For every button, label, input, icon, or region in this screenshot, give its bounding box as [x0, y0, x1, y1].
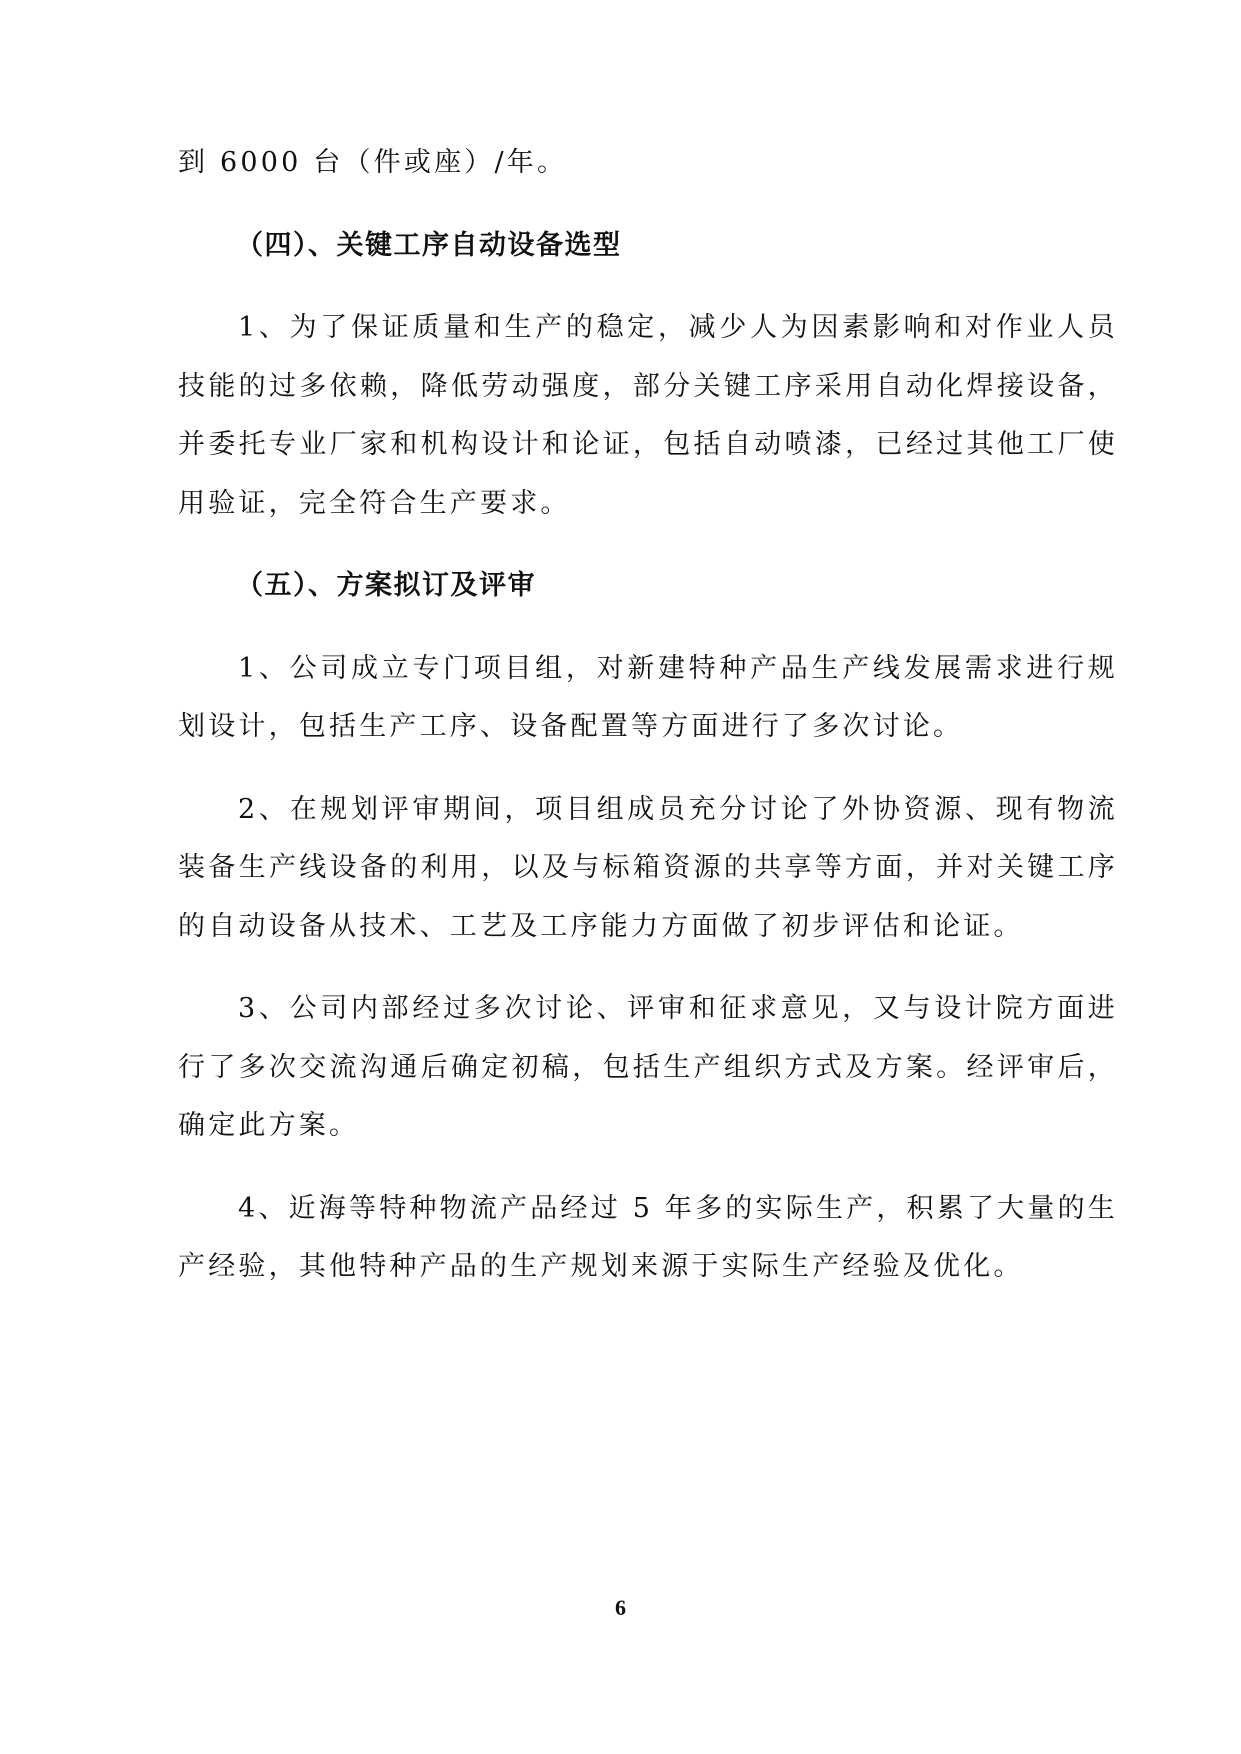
- paragraph-4-1: 1、为了保证质量和生产的稳定，减少人为因素影响和对作业人员技能的过多依赖，降低劳动强度，部分关键工序采用自动化焊接设备，并委托专业厂家和机构设计和论证，包括自动喷漆，已经过其他工厂使用验证，完全符合生产要求。: [178, 312, 1118, 519]
- paragraph-5-1: 1、公司成立专门项目组，对新建特种产品生产线发展需求进行规划设计，包括生产工序、设备配置等方面进行了多次讨论。: [178, 652, 1118, 742]
- page-number: 6: [615, 1595, 626, 1620]
- document-body: [178, 134, 1118, 1321]
- paragraph-5-3: 3、公司内部经过多次讨论、评审和征求意见，又与设计院方面进行了多次交流沟通后确定初稿，包括生产组织方式及方案。经评审后，确定此方案。: [178, 993, 1118, 1141]
- paragraph-5-2: 2、在规划评审期间，项目组成员充分讨论了外协资源、现有物流装备生产线设备的利用，以及与标箱资源的共享等方面，并对关键工序的自动设备从技术、工艺及工序能力方面做了初步评估和论证。: [178, 793, 1118, 942]
- paragraph-continuation: 到 6000 台（件或座）/年。: [178, 147, 568, 178]
- paragraph-5-4: 4、近海等特种物流产品经过 5 年多的实际生产，积累了大量的生产经验，其他特种产品的生产规划来源于实际生产经验及优化。: [178, 1192, 1118, 1282]
- section-heading-4: （四）、关键工序自动设备选型: [236, 229, 622, 261]
- section-heading-5: （五）、方案拟订及评审: [236, 570, 536, 601]
